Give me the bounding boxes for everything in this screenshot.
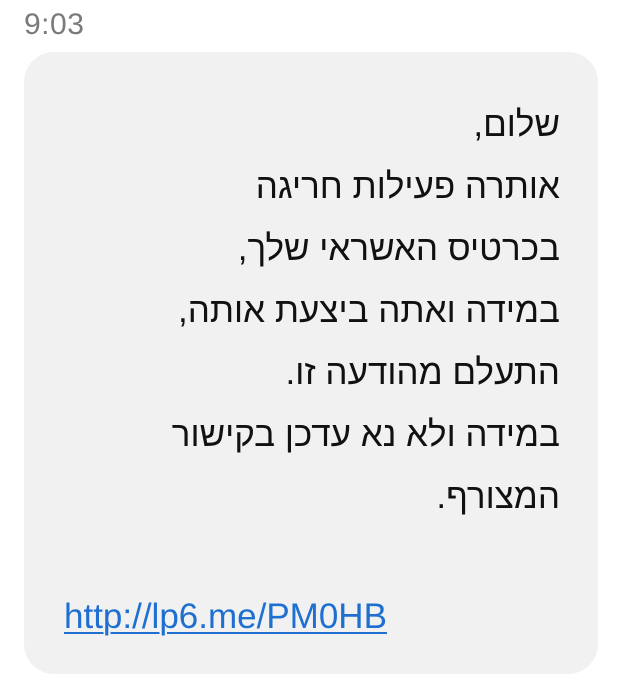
message-link[interactable]: http://lp6.me/PM0HB xyxy=(64,597,387,636)
message-line: אותרה פעילות חריגה xyxy=(255,167,560,206)
message-line: בכרטיס האשראי שלך, xyxy=(237,229,560,268)
message-bubble[interactable] xyxy=(24,52,598,674)
message-line: במידה ולא נא עדכן בקישור xyxy=(171,415,560,454)
message-line: במידה ואתה ביצעת אותה, xyxy=(177,291,560,330)
message-line: שלום, xyxy=(473,105,560,144)
message-body xyxy=(40,94,560,528)
message-line: המצורף. xyxy=(436,477,560,516)
message-timestamp: 9:03 xyxy=(24,8,85,41)
message-line: התעלם מהודעה זו. xyxy=(285,353,560,392)
